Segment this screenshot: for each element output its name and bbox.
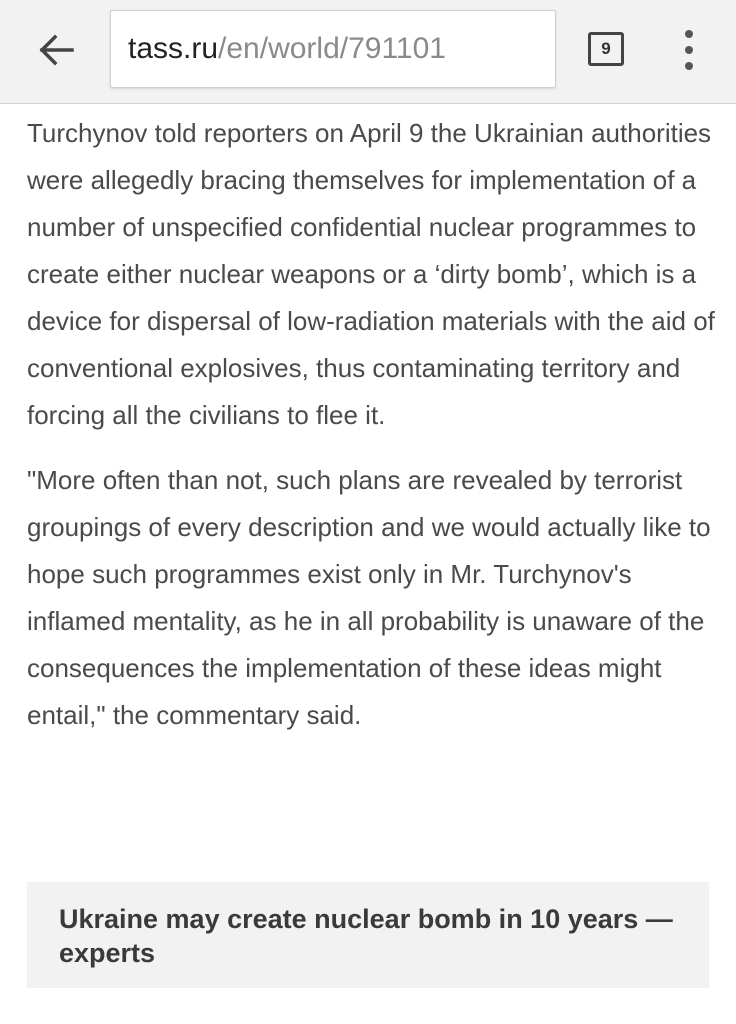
related-article-link[interactable]: Ukraine may create nuclear bomb in 10 years — experts xyxy=(59,904,673,968)
article-paragraph: "More often than not, such plans are revealed by terrorist groupings of every description and we would actually like to hope such programmes exist only in Mr. Turchynov's inflamed mentality, as he in all probability is unaware of the consequences the implementation of these ideas might entail," the commentary said. xyxy=(27,465,711,730)
menu-dot-icon xyxy=(685,62,693,70)
menu-dot-icon xyxy=(685,30,693,38)
tab-switcher-button[interactable] xyxy=(588,32,624,66)
menu-dot-icon xyxy=(685,46,693,54)
overflow-menu-button[interactable] xyxy=(674,30,704,70)
article-paragraph: Turchynov told reporters on April 9 the Ukrainian authorities were allegedly bracing themselves for implementation of a number of unspecified confidential nuclear programmes to create either nuclear weapons or a ‘dirty bomb’, which is a device for dispersal of low-radiation materials with the aid of conventional explosives, thus contaminating territory and forcing all the civilians to flee it. xyxy=(27,118,715,430)
back-button[interactable] xyxy=(30,26,82,74)
back-arrow-icon xyxy=(38,34,74,66)
url-host: tass.ru xyxy=(128,32,219,65)
url-path: /en/world/791101 xyxy=(218,32,446,65)
article-body xyxy=(27,110,717,757)
related-article-box xyxy=(27,882,709,988)
browser-toolbar xyxy=(0,0,736,104)
address-bar[interactable] xyxy=(110,10,556,88)
tab-count: 9 xyxy=(601,39,611,58)
